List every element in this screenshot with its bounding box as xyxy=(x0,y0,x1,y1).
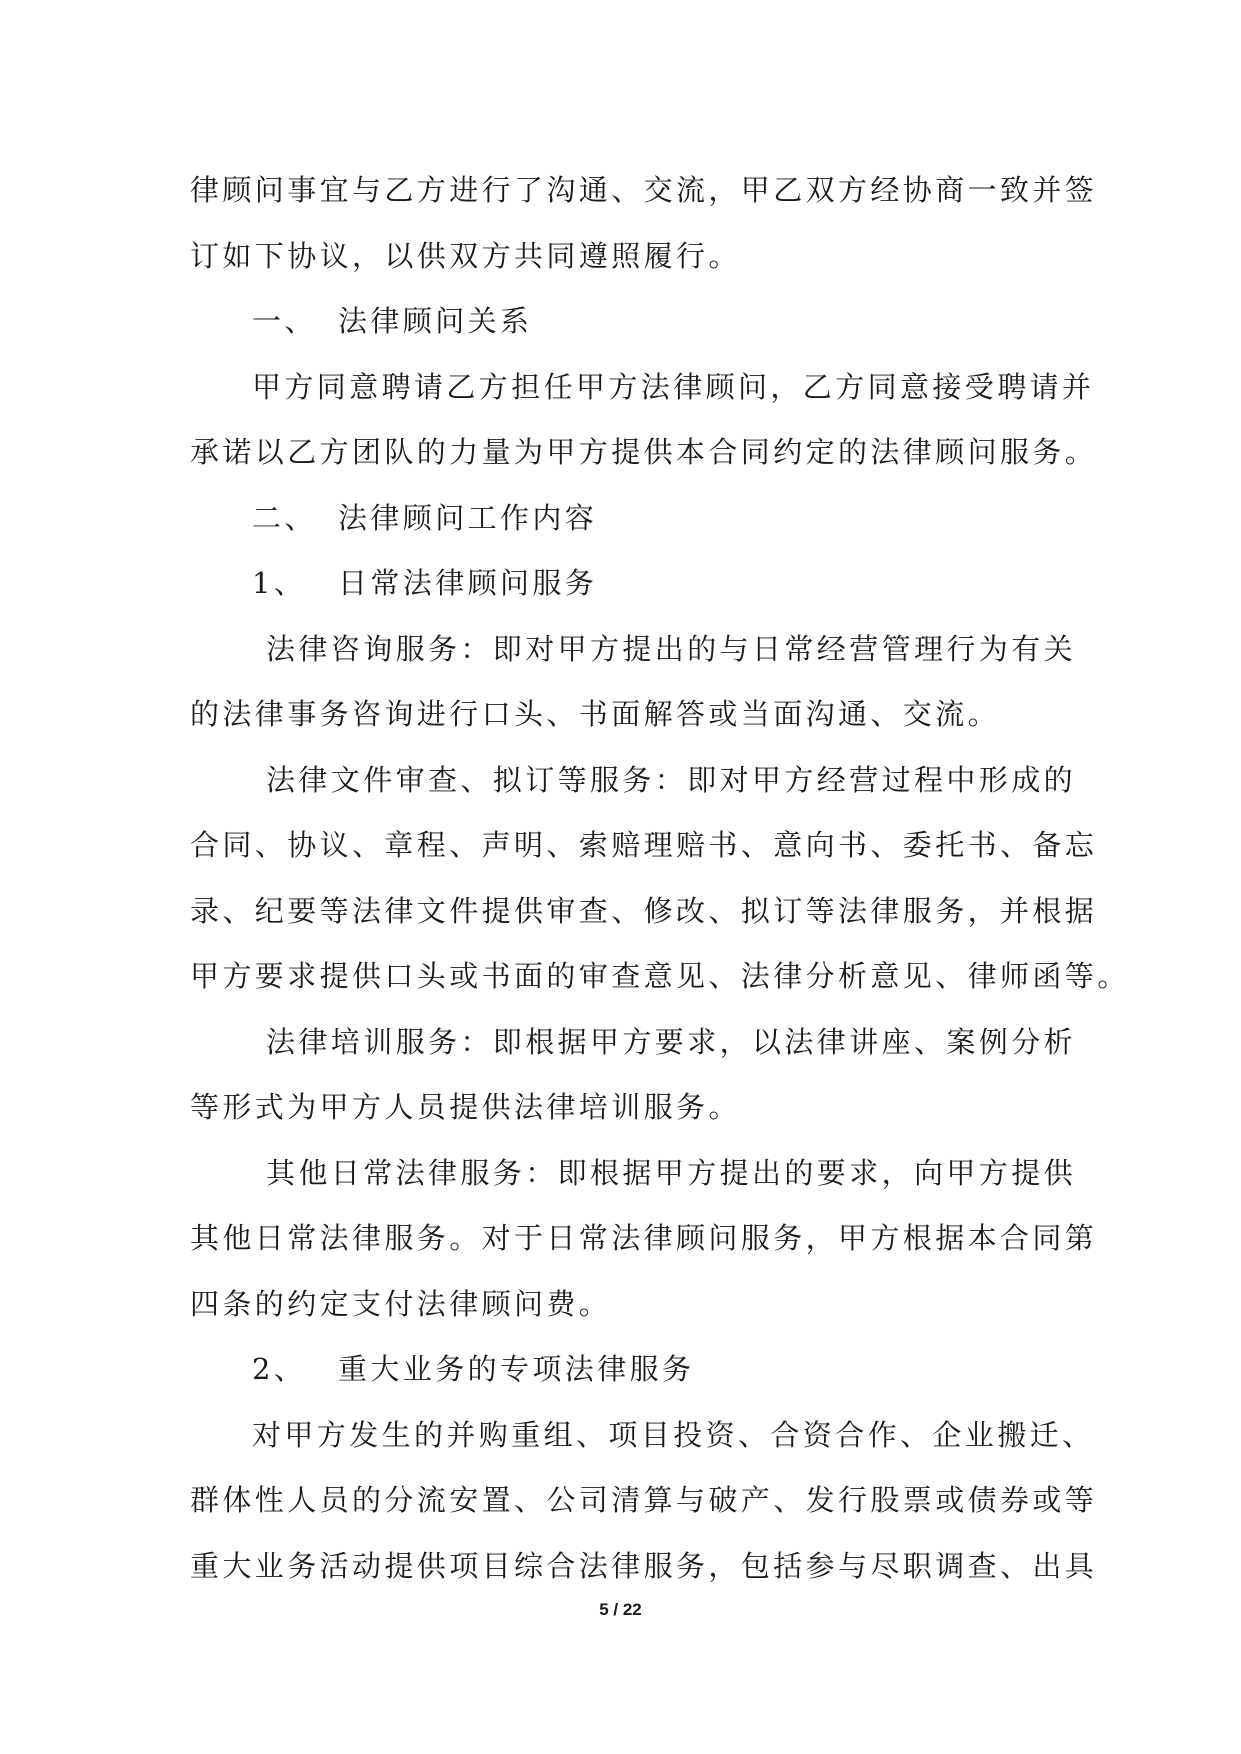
page-number: 5 / 22 xyxy=(599,1600,642,1619)
subsection-number: 1、 xyxy=(252,566,307,600)
body-line: 订如下协议，以供双方共同遵照履行。 xyxy=(190,238,741,273)
body-line: 律顾问事宜与乙方进行了沟通、交流，甲乙双方经协商一致并签 xyxy=(190,173,1098,207)
section-number: 一、 xyxy=(252,304,317,338)
body-line: 甲方同意聘请乙方担任甲方法律顾问，乙方同意接受聘请并 xyxy=(252,369,1095,404)
section-title: 法律顾问关系 xyxy=(338,304,533,338)
body-line: 承诺以乙方团队的力量为甲方提供本合同约定的法律顾问服务。 xyxy=(190,435,1098,469)
subsection-title: 日常法律顾问服务 xyxy=(338,566,598,600)
section-heading-1 xyxy=(190,289,1070,355)
body-line: 重大业务活动提供项目综合法律服务，包括参与尽职调查、出具 xyxy=(190,1548,1098,1583)
body-line: 对甲方发生的并购重组、项目投资、合资合作、企业搬迁、 xyxy=(252,1417,1095,1452)
body-line: 的法律事务咨询进行口头、书面解答或当面沟通、交流。 xyxy=(190,697,1001,731)
body-line: 群体性人员的分流安置、公司清算与破产、发行股票或债券或等 xyxy=(190,1483,1098,1517)
subsection-title: 重大业务的专项法律服务 xyxy=(338,1352,695,1386)
body-line: 法律咨询服务：即对甲方提出的与日常经营管理行为有关 xyxy=(266,631,1077,666)
section-number: 二、 xyxy=(252,500,317,535)
body-line: 合同、协议、章程、声明、索赔理赔书、意向书、委托书、备忘 xyxy=(190,828,1098,862)
document-body xyxy=(190,158,1130,1599)
subsection-number: 2、 xyxy=(252,1352,307,1386)
section-heading-2 xyxy=(190,486,1070,552)
body-line: 其他日常法律服务：即根据甲方提出的要求，向甲方提供 xyxy=(266,1155,1077,1190)
body-line: 法律培训服务：即根据甲方要求，以法律讲座、案例分析 xyxy=(266,1024,1077,1059)
body-line: 甲方要求提供口头或书面的审查意见、法律分析意见、律师函等。 xyxy=(190,959,1130,993)
body-line: 等形式为甲方人员提供法律培训服务。 xyxy=(190,1090,741,1124)
body-line: 录、纪要等法律文件提供审查、修改、拟订等法律服务，并根据 xyxy=(190,893,1098,928)
body-line: 四条的约定支付法律顾问费。 xyxy=(190,1286,612,1321)
subsection-heading-1 xyxy=(190,551,1070,617)
section-title: 法律顾问工作内容 xyxy=(338,500,598,535)
subsection-heading-2 xyxy=(190,1337,1070,1403)
body-line: 其他日常法律服务。对于日常法律顾问服务，甲方根据本合同第 xyxy=(190,1221,1098,1255)
body-line: 法律文件审查、拟订等服务：即对甲方经营过程中形成的 xyxy=(266,762,1077,797)
